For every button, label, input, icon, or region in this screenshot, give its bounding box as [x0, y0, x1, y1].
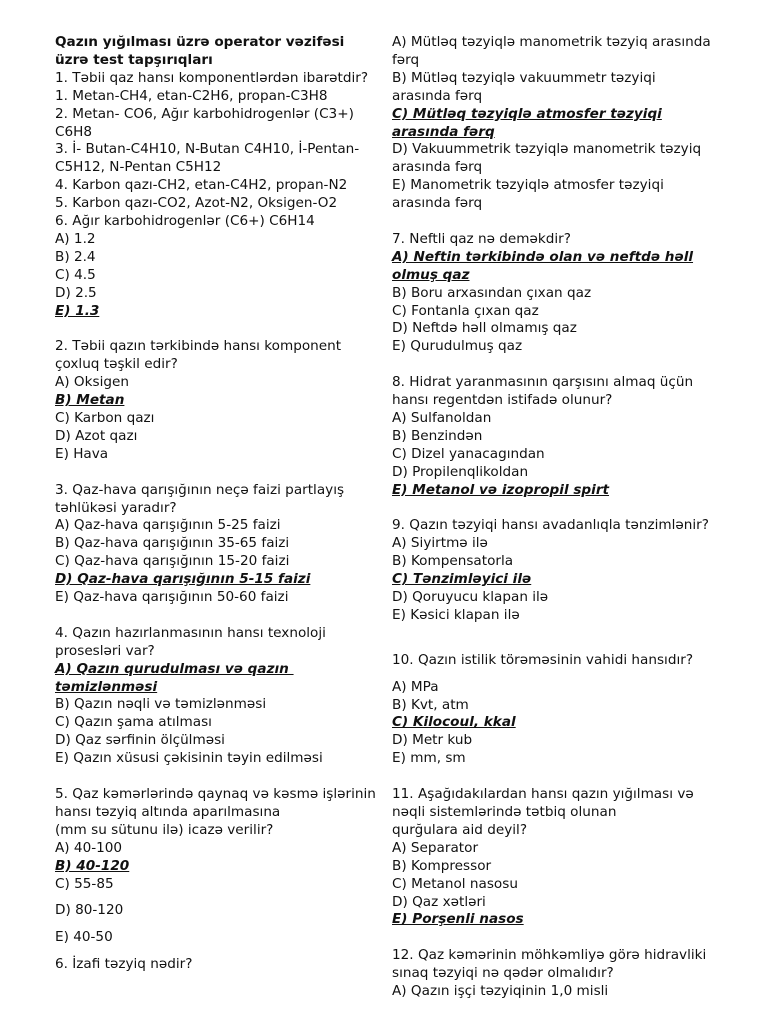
- correct-answer: B) 40-120: [55, 857, 130, 874]
- correct-answer: E) Metanol və izopropil spirt: [392, 481, 610, 498]
- question-text: sınaq təzyiqi nə qədər olmalıdır?: [392, 965, 614, 982]
- question-5: [55, 786, 380, 947]
- answer-option: C) Karbon qazı: [55, 410, 155, 427]
- answer-option: A) Qazın işçi təzyiqinin 1,0 misli: [392, 983, 609, 1000]
- answer-option: C) Metanol nasosu: [392, 875, 518, 892]
- question-1: [55, 70, 380, 321]
- answer-option: B) Qazın nəqli və təmizlənməsi: [55, 696, 267, 713]
- correct-answer-continued: olmuş qaz: [392, 266, 470, 283]
- answer-option: B) Boru arxasından çıxan qaz: [392, 284, 592, 301]
- question-10: [392, 652, 722, 768]
- answer-option: B) Mütləq təzyiqlə vakuummetr təzyiqi: [392, 69, 656, 86]
- correct-answer: D) Qaz-hava qarışığının 5-15 faizi: [55, 571, 311, 588]
- question-text: 2. Metan- CO6, Ağır karbohidrogenlər (C3+): [55, 105, 354, 122]
- question-text: 8. Hidrat yaranmasının qarşısını almaq üçün: [392, 374, 694, 391]
- answer-option: A) Mütləq təzyiqlə manometrik təzyiq arasında: [392, 34, 711, 50]
- question-text: 9. Qazın təzyiqi hansı avadanlıqla tənzimlənir?: [392, 517, 709, 534]
- answer-option: A) Separator: [392, 839, 479, 856]
- answer-option: C) 55-85: [55, 875, 114, 892]
- answer-option: D) 80-120: [55, 902, 124, 919]
- correct-answer: C) Tənzimləyici ilə: [392, 571, 532, 588]
- answer-option: C) 4.5: [55, 266, 96, 283]
- answer-option: D) Vakuummetrik təzyiqlə manometrik təzyiq: [392, 141, 702, 158]
- correct-answer: A) Qazın qurudulması və qazın: [55, 660, 294, 677]
- question-text: hansı təzyiq altında aparılmasına: [55, 803, 281, 820]
- answer-option: D) Propilenqlikoldan: [392, 463, 529, 480]
- answer-option-continued: fərq: [392, 51, 420, 68]
- answer-option: A) Siyirtmə ilə: [392, 535, 488, 552]
- answer-option: B) Kompressor: [392, 857, 492, 874]
- answer-option: A) Oksigen: [55, 374, 129, 391]
- answer-option: A) Sulfanoldan: [392, 410, 492, 426]
- correct-answer: E) 1.3: [55, 302, 100, 319]
- answer-option: D) 2.5: [55, 284, 97, 301]
- answer-option: A) MPa: [392, 678, 439, 695]
- left-column: [55, 34, 380, 974]
- question-text: təhlükəsi yaradır?: [55, 499, 177, 516]
- question-text: prosesləri var?: [55, 642, 155, 659]
- answer-option: D) Qaz sərfinin ölçülməsi: [55, 732, 225, 749]
- question-text: nəqli sistemlərində tətbiq olunan: [392, 803, 617, 820]
- answer-option: E) Qaz-hava qarışığının 50-60 faizi: [55, 589, 289, 606]
- answer-option: E) Manometrik təzyiqlə atmosfer təzyiqi: [392, 177, 664, 194]
- answer-option: C) Qaz-hava qarışığının 15-20 faizi: [55, 553, 290, 570]
- question-12: [392, 947, 722, 1001]
- question-9: [392, 517, 722, 624]
- answer-option: D) Qoruyucu klapan ilə: [392, 589, 549, 606]
- question-text: 5. Qaz kəmərlərində qaynaq və kəsmə işlərinin: [55, 786, 376, 802]
- answer-option: E) 40-50: [55, 929, 113, 946]
- answer-option: E) Qazın xüsusi çəkisinin təyin edilməsi: [55, 750, 323, 767]
- question-text: 4. Qazın hazırlanmasının hansı texnoloji: [55, 624, 326, 641]
- answer-option: D) Azot qazı: [55, 427, 138, 444]
- correct-answer-continued: təmizlənməsi: [55, 678, 158, 695]
- question-text: 6. İzafi təzyiq nədir?: [55, 956, 193, 973]
- document-title-line-2: üzrə test tapşırıqları: [55, 51, 213, 68]
- correct-answer: E) Porşenli nasos: [392, 911, 524, 928]
- correct-answer: B) Metan: [55, 392, 125, 409]
- answer-option-continued: arasında fərq: [392, 195, 483, 212]
- answer-option: C) Fontanla çıxan qaz: [392, 302, 539, 319]
- answer-option: B) 2.4: [55, 248, 96, 265]
- question-text: 11. Aşağıdakılardan hansı qazın yığılması və: [392, 786, 694, 803]
- question-text: (mm su sütunu ilə) icazə verilir?: [55, 821, 274, 838]
- answer-option: D) Neftdə həll olmamış qaz: [392, 320, 577, 337]
- answer-option: D) Metr kub: [392, 732, 473, 749]
- question-text: C6H8: [55, 123, 93, 140]
- question-text: 1. Metan-CH4, etan-C2H6, propan-C3H8: [55, 87, 328, 104]
- right-column: [392, 34, 722, 1001]
- answer-option: A) Qaz-hava qarışığının 5-25 faizi: [55, 517, 281, 534]
- document-title-line-1: Qazın yığılması üzrə operator vəzifəsi: [55, 34, 345, 50]
- answer-option: E) Kəsici klapan ilə: [392, 606, 520, 623]
- answer-option: D) Qaz xətləri: [392, 893, 486, 910]
- answer-option: B) Kvt, atm: [392, 696, 469, 713]
- question-text: 1. Təbii qaz hansı komponentlərdən ibarətdir?: [55, 69, 369, 86]
- question-text: 3. İ- Butan-C4H10, N-Butan C4H10, İ-Pentan-: [55, 141, 360, 158]
- answer-option: B) Qaz-hava qarışığının 35-65 faizi: [55, 535, 290, 552]
- question-text: çoxluq təşkil edir?: [55, 356, 178, 373]
- answer-option: A) 40-100: [55, 839, 123, 856]
- answer-option-continued: arasında fərq: [392, 87, 483, 104]
- question-text: 12. Qaz kəmərinin möhkəmliyə görə hidravliki: [392, 947, 707, 964]
- question-text: C5H12, N-Pentan C5H12: [55, 159, 222, 176]
- question-text: 6. Ağır karbohidrogenlər (C6+) C6H14: [55, 213, 315, 230]
- question-11: [392, 786, 722, 929]
- answer-option: E) Hava: [55, 445, 109, 462]
- question-text: 7. Neftli qaz nə deməkdir?: [392, 230, 571, 247]
- answer-option: A) 1.2: [55, 230, 96, 247]
- question-text: qurğulara aid deyil?: [392, 821, 528, 838]
- question-text: 4. Karbon qazı-CH2, etan-C4H2, propan-N2: [55, 177, 348, 194]
- answer-option: C) Dizel yanacagından: [392, 445, 545, 462]
- answer-option: B) Kompensatorla: [392, 553, 514, 570]
- answer-option: C) Qazın şama atılması: [55, 714, 212, 731]
- question-text: hansı regentdən istifadə olunur?: [392, 392, 613, 409]
- question-6: [55, 956, 380, 974]
- question-text: 3. Qaz-hava qarışığının neçə faizi partlayış: [55, 481, 345, 498]
- question-7: [392, 231, 722, 356]
- correct-answer-continued: arasında fərq: [392, 123, 495, 140]
- question-2: [55, 338, 380, 463]
- question-text: 2. Təbii qazın tərkibində hansı komponent: [55, 338, 342, 355]
- question-3: [55, 482, 380, 607]
- answer-option: E) Qurudulmuş qaz: [392, 338, 523, 355]
- question-6-options: [392, 34, 722, 213]
- question-text: 10. Qazın istilik törəməsinin vahidi hansıdır?: [392, 651, 694, 668]
- question-8: [392, 374, 722, 499]
- question-4: [55, 625, 380, 768]
- answer-option: E) mm, sm: [392, 750, 466, 767]
- answer-option: B) Benzindən: [392, 427, 483, 444]
- correct-answer: C) Kilocoul, kkal: [392, 714, 516, 731]
- correct-answer: A) Neftin tərkibində olan və neftdə həll: [392, 248, 694, 265]
- answer-option-continued: arasında fərq: [392, 159, 483, 176]
- correct-answer: C) Mütləq təzyiqlə atmosfer təzyiqi: [392, 105, 662, 122]
- question-text: 5. Karbon qazı-CO2, Azot-N2, Oksigen-O2: [55, 195, 338, 212]
